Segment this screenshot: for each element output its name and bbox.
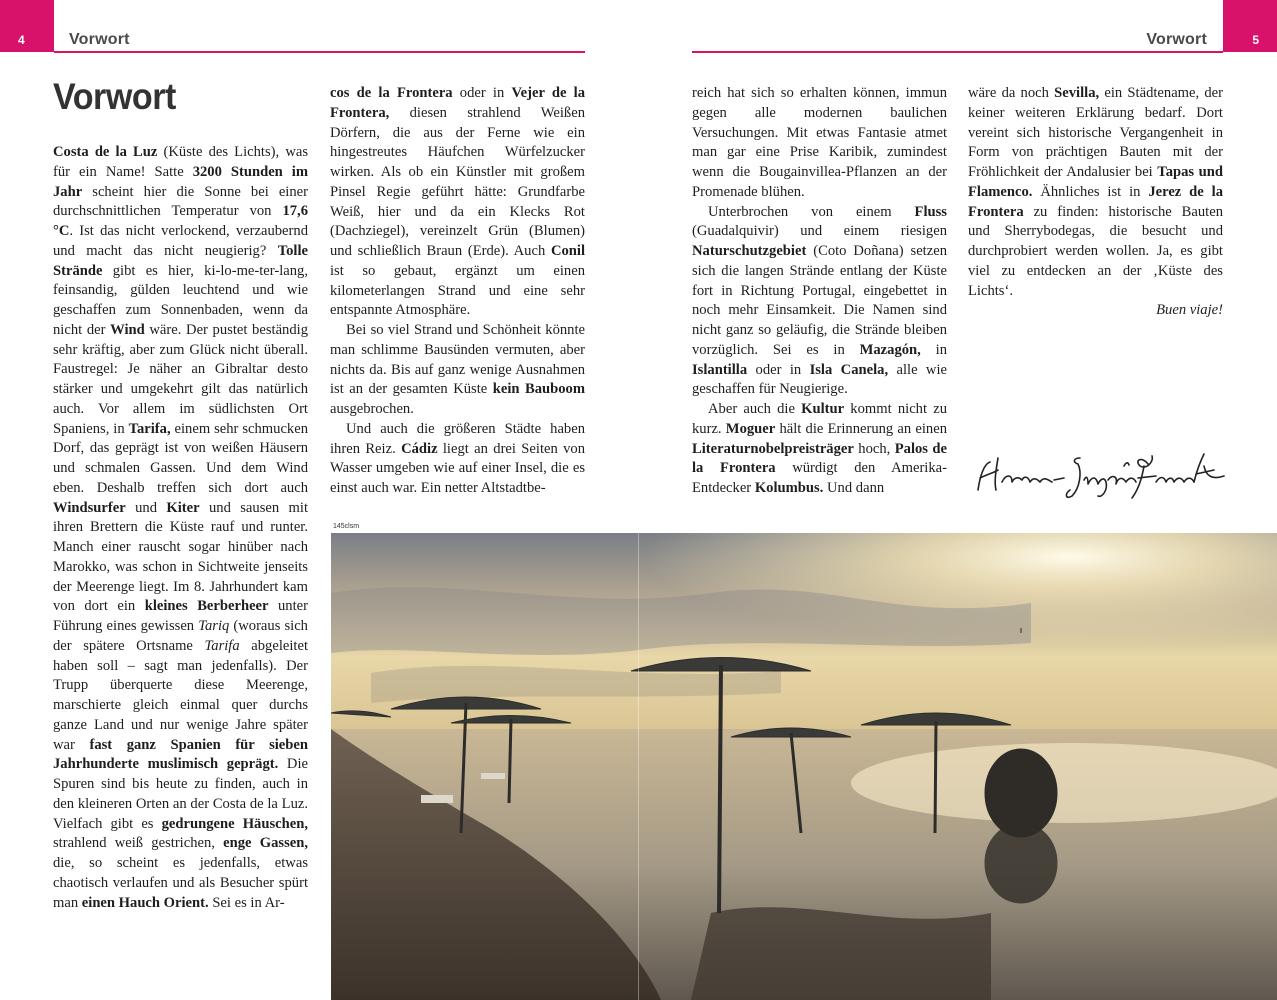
page-number-left: 4 — [18, 33, 25, 47]
paragraph: cos de la Frontera oder in Vejer de la Frontera, diesen strahlend Weißen Dörfern, die aus der Ferne wie ein hingestreutes Häufchen Würfelzucker wirken. Als ob ein Künstler mit großem Pinsel Regie geführt hätte: Grundfarbe Weiß, hier und da ein Klecks Rot (Dachziegel), vereinzelt Grün (Blumen) und schließlich Braun (Erde). Auch Conil ist so gebaut, ergänzt um einen kilometerlangen Strand und eine sehr entspannte Atmosphäre. — [330, 85, 585, 319]
beach-photo — [331, 533, 1277, 1000]
chapter-title: Vorwort — [53, 76, 176, 117]
paragraph: Costa de la Luz (Küste des Lichts), was für ein Name! Satte 3200 Stunden im Jahr scheint hier die Sonne bei einer durchschnittlichen Temperatur von 17,6 °C. Ist das nicht verlockend, verzaubernd und macht das nicht neugierig? Tolle Strände gibt es hier, ki-lo-me-ter-lang, feinsandig, gülden leuchtend und wie geschaffen zum Sonnenbaden, wenn da nicht der Wind wäre. Der pustet beständig sehr kräftig, aber zum Glück nicht überall. Faustregel: Je näher an Gibraltar desto stärker und umgekehrt gilt das natürlich auch. Vor allem im südlichsten Ort Spaniens, in Tarifa, einem sehr schmucken Dorf, das geprägt ist von weißen Häusern und schmalen Gassen. Und dem Wind eben. Deshalb treffen sich dort auch Windsurfer und Kiter und sausen mit ihren Brettern die Küste rauf und runter. Manch einer rauscht sogar hinüber nach Marokko, was schon in Sichtweite jenseits der Meerenge liegt. Im 8. Jahrhundert kam von dort ein kleines Berberheer unter Führung eines gewissen Tariq (woraus sich der spätere Ortsname Tarifa abgeleitet haben soll – sagt man jedenfalls). Der Trupp überquerte diese Meerenge, marschierte gleich einmal quer durchs ganze Land und nur wenige Jahre später war fast ganz Spanien für sieben Jahrhunderte muslimisch geprägt. Die Spuren sind bis heute zu finden, auch in den kleineren Orten an der Costa de la Luz. Vielfach gibt es gedrungene Häuschen, strahlend weiß gestrichen, enge Gassen, die, so scheint es jedenfalls, etwas chaotisch verlaufen und als Besucher spürt man einen Hauch Orient. Sei es in Ar- — [53, 144, 309, 911]
sign-off: Buen viaje! — [1156, 302, 1223, 319]
text-column-3 — [692, 84, 947, 499]
paragraph: Bei so viel Strand und Schönheit könnte man schlimme Bausünden vermuten, aber nichts da. Bis auf ganz wenige Ausnahmen ist an der gesamten Küste kein Bauboom ausgebrochen. — [330, 322, 585, 417]
text-column-4 — [968, 84, 1223, 321]
paragraph: reich hat sich so erhalten können, immun gegen alle modernen baulichen Versuchungen. Mit etwas Fantasie atmet man gar eine Prise Karibik, zumindest wenn die Bougainvillea-Pflanzen an der Promenade blühen. — [692, 85, 947, 200]
page-number-tab-left — [0, 0, 54, 52]
running-head-right: Vorwort — [1146, 31, 1207, 48]
page-number-tab-right — [1223, 0, 1277, 52]
paragraph: Aber auch die Kultur kommt nicht zu kurz. Moguer hält die Erinnerung an einen Literaturnobelpreisträger hoch, Palos de la Frontera würdigt den Amerika-Entdecker Kolumbus. Und dann — [692, 401, 948, 496]
photo-credit: 145clsm — [333, 523, 360, 530]
paragraph: Unterbrochen von einem Fluss (Guadalquivir) und einem riesigen Naturschutzgebiet (Coto Doñana) setzen sich die langen Strände entlang der Küste fort in Richtung Portugal, eingebettet in noch mehr Einsamkeit. Die Namen sind nicht ganz so geläufig, die Strände bleiben vorzüglich. Sei es in Mazagón, in Islantilla oder in Isla Canela, alle wie geschaffen für Neugierige. — [692, 203, 948, 398]
text-column-2 — [330, 84, 585, 499]
page-fold — [638, 533, 639, 1000]
header-rule-left — [54, 51, 585, 53]
running-head-left: Vorwort — [69, 31, 130, 48]
paragraph: wäre da noch Sevilla, ein Städtename, der keiner weiteren Erklärung bedarf. Dort vereint sich historische Vergangenheit in Form von prächtigen Bauten mit der Fröhlichkeit der Andalusier bei Tapas und Flamenco. Ähnliches ist in Jerez de la Frontera zu finden: historische Bauten und Sherrybodegas, die besucht und durchprobiert werden wollen. Ja, es gibt viel zu entdecken an der ‚Küste des Lichts‘. — [968, 85, 1223, 299]
text-column-1 — [53, 143, 308, 913]
author-signature — [968, 436, 1230, 504]
paragraph: Und auch die größeren Städte haben ihren Reiz. Cádiz liegt an drei Seiten von Wasser umgeben wie auf einer Insel, die es einst auch war. Ein netter Altstadtbe- — [330, 420, 585, 496]
header-rule-right — [692, 51, 1223, 53]
page-number-right: 5 — [1252, 33, 1259, 47]
